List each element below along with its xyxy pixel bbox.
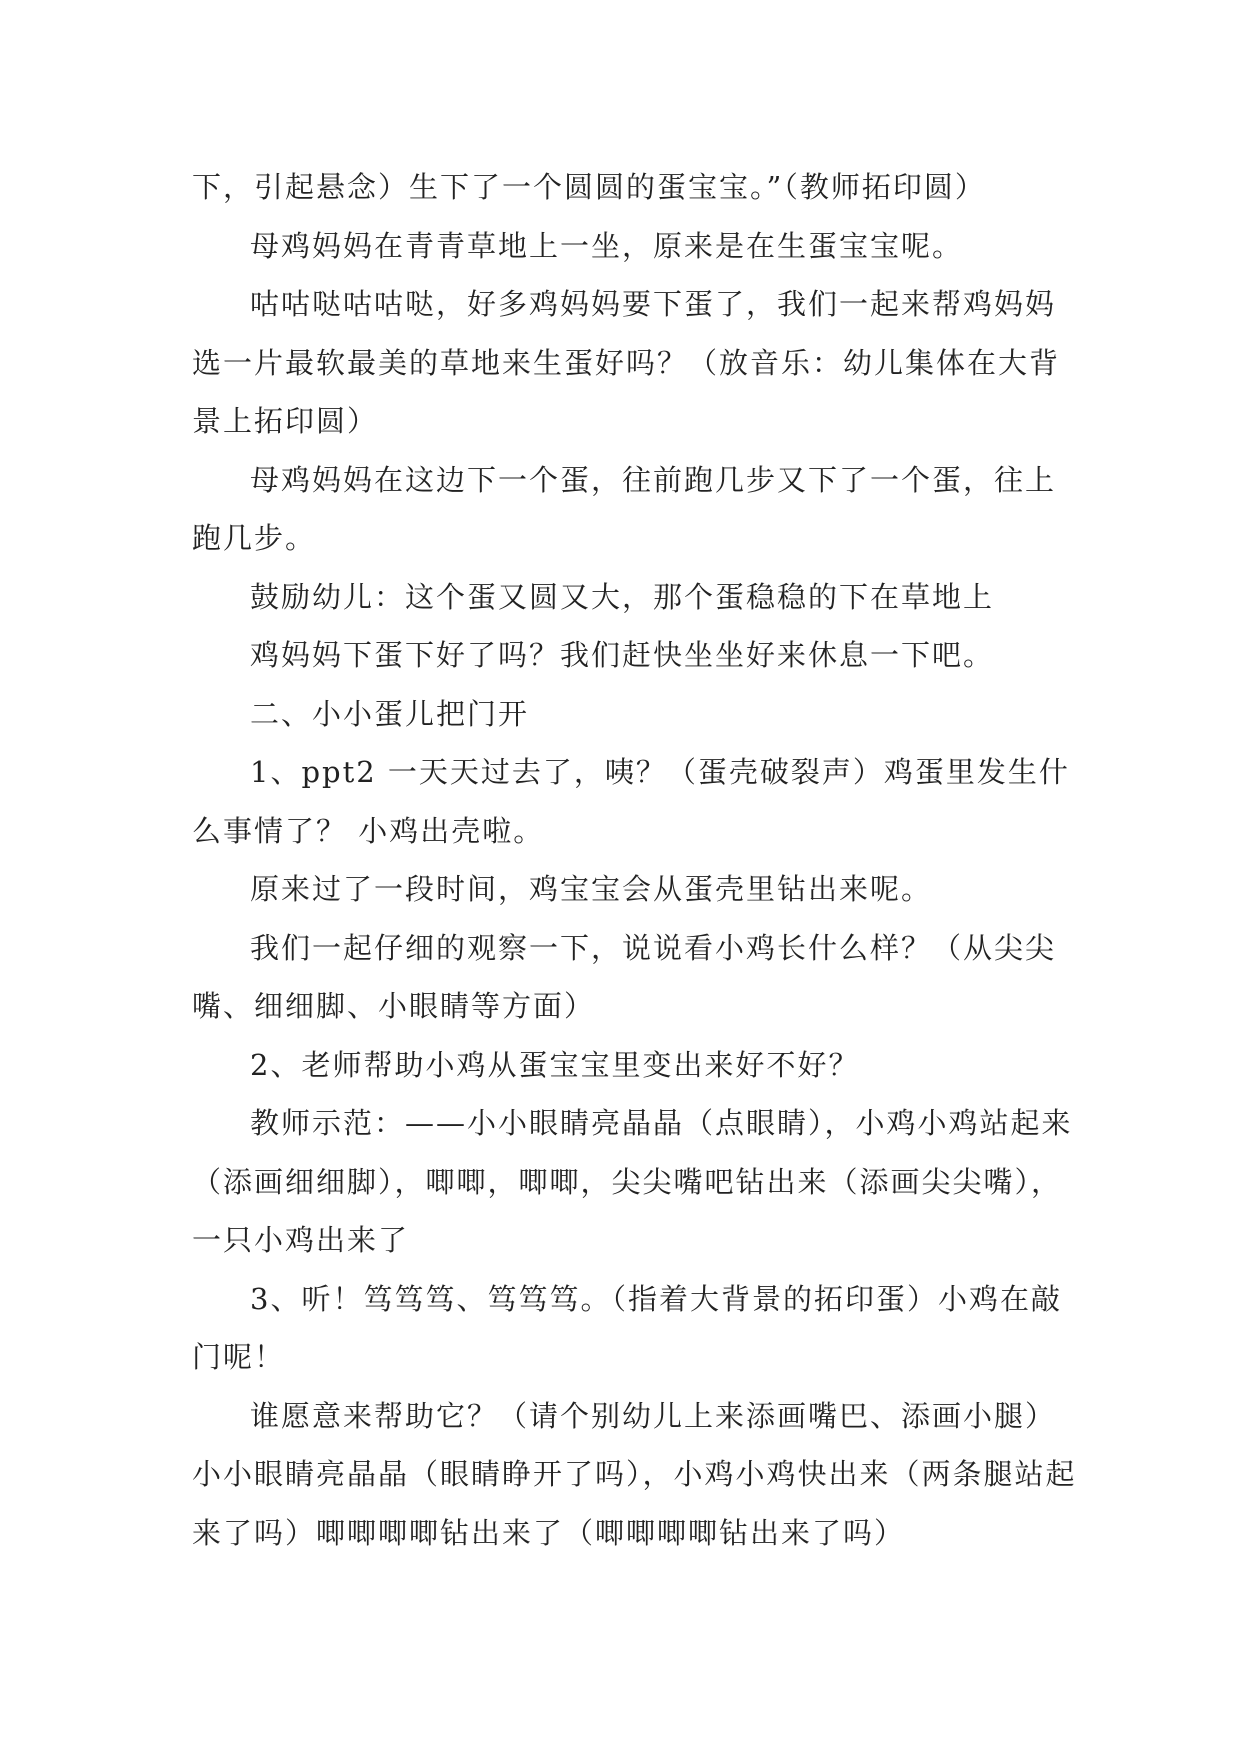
paragraph-12: 教师示范：——小小眼睛亮晶晶（点眼睛），小鸡小鸡站起来（添画细细脚），唧唧，唧唧，尖尖嘴吧钻出来（添画尖尖嘴），一只小鸡出来了	[192, 1106, 1073, 1257]
paragraph-6: 鸡妈妈下蛋下好了吗？我们赶快坐坐好来休息一下吧。	[250, 638, 995, 672]
document-body	[192, 158, 1077, 1562]
paragraph-10: 我们一起仔细的观察一下，说说看小鸡长什么样？（从尖尖嘴、细细脚、小眼睛等方面）	[192, 930, 1057, 1023]
paragraph-14: 谁愿意来帮助它？（请个别幼儿上来添画嘴巴、添画小腿）小小眼睛亮晶晶（眼睛睁开了吗），小鸡小鸡快出来（两条腿站起来了吗）唧唧唧唧钻出来了（唧唧唧唧钻出来了吗）	[192, 1398, 1077, 1550]
paragraph-5: 鼓励幼儿：这个蛋又圆又大，那个蛋稳稳的下在草地上	[250, 579, 995, 614]
paragraph-1: 下，引起悬念）生下了一个圆圆的蛋宝宝。”（教师拓印圆）	[192, 170, 986, 204]
paragraph-9: 原来过了一段时间，鸡宝宝会从蛋壳里钻出来呢。	[250, 872, 933, 906]
paragraph-2: 母鸡妈妈在青青草地上一坐，原来是在生蛋宝宝呢。	[250, 228, 964, 263]
section-heading: 二、小小蛋儿把门开	[250, 696, 530, 731]
paragraph-3: 咕咕哒咕咕哒，好多鸡妈妈要下蛋了，我们一起来帮鸡妈妈选一片最软最美的草地来生蛋好吗？（放音乐：幼儿集体在大背景上拓印圆）	[192, 287, 1061, 438]
paragraph-11: 2、老师帮助小鸡从蛋宝宝里变出来好不好？	[250, 1047, 860, 1082]
paragraph-8: 1、ppt2 一天天过去了，咦？（蛋壳破裂声）鸡蛋里发生什么事情了？ 小鸡出壳啦。	[192, 755, 1070, 848]
paragraph-13: 3、听！笃笃笃、笃笃笃。（指着大背景的拓印蛋）小鸡在敲门呢！	[192, 1281, 1062, 1374]
paragraph-4: 母鸡妈妈在这边下一个蛋，往前跑几步又下了一个蛋，往上跑几步。	[192, 462, 1057, 555]
